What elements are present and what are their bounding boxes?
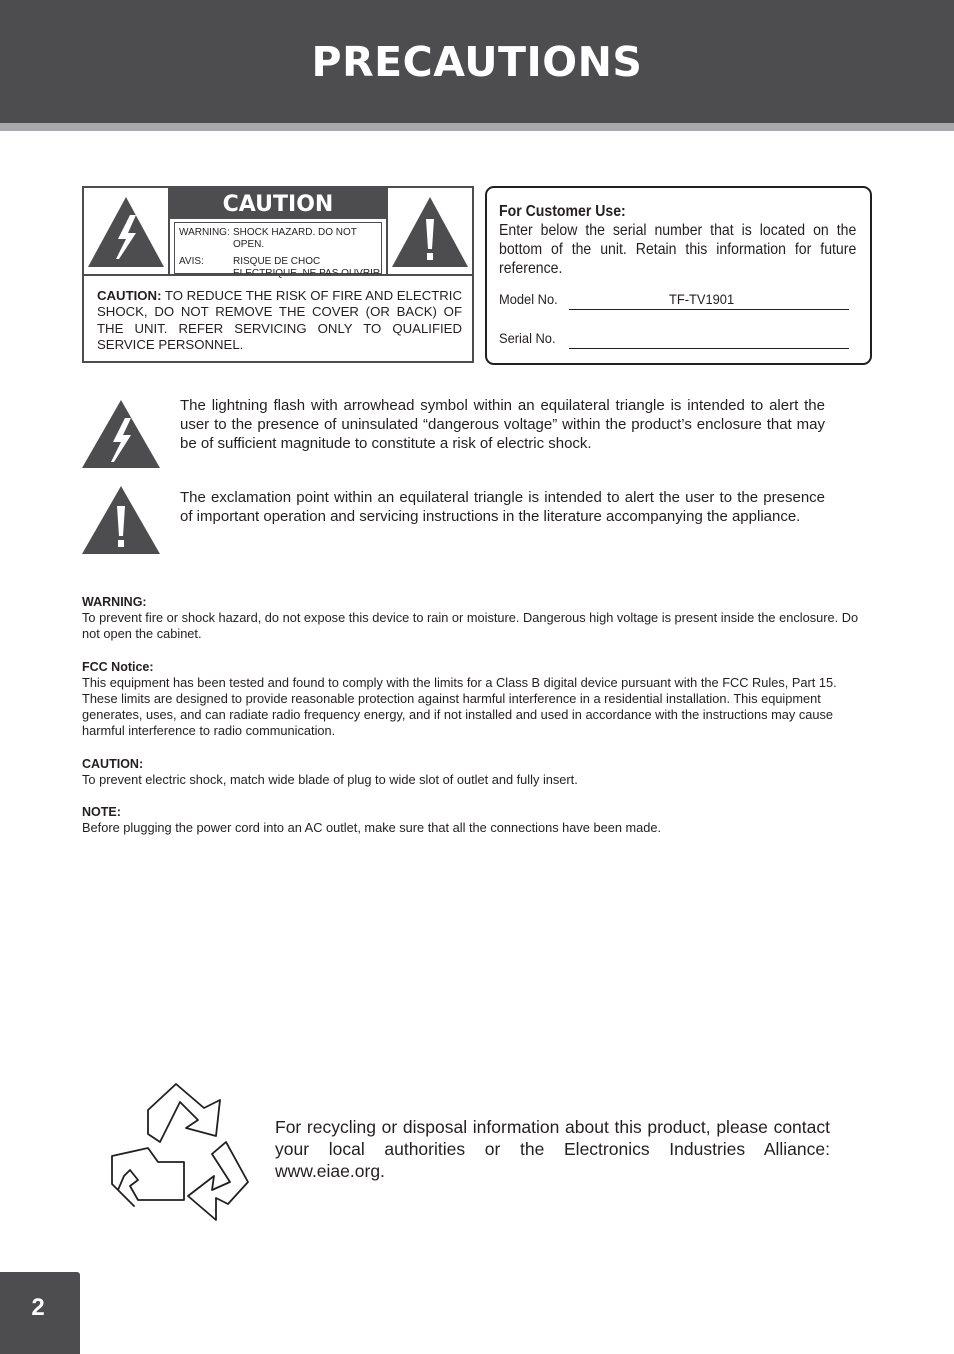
exclamation-symbol-icon [81, 484, 161, 556]
notice-fcc [82, 659, 872, 740]
caution-exclamation-cell [386, 188, 472, 276]
caution-line-value: SHOCK HAZARD. DO NOT OPEN. [233, 227, 357, 250]
notice-warning [82, 594, 872, 643]
lightning-warning-icon [86, 193, 166, 271]
notice-caution [82, 756, 872, 788]
notice-body: To prevent electric shock, match wide blade of plug to wide slot of outlet and fully insert. [82, 771, 578, 787]
notice-body: This equipment has been tested and found to comply with the limits for a Class B digital device pursuant with the FCC Rules, Part 15. These limits are designed to provide reasonable protection against harmful interference in a residential installation. This equipment generates, uses, and can radiate radio frequency energy, and if not installed and used in accordance with the instructions may cause harmful interference to radio communication. [82, 674, 837, 739]
caution-line-warning [179, 227, 381, 251]
caution-lightning-cell [84, 188, 170, 276]
customer-use-box [485, 186, 872, 365]
caution-line-key: AVIS: [179, 256, 204, 267]
caution-body [97, 288, 462, 354]
serial-number-line [569, 348, 849, 349]
caution-line-value: RISQUE DE CHOC [233, 256, 321, 267]
caution-body-lead: CAUTION: [97, 288, 162, 303]
notice-body: Before plugging the power cord into an AC outlet, make sure that all the connections have been made. [82, 820, 662, 836]
recycle-icon [108, 1080, 253, 1225]
model-number-value: TF-TV1901 [669, 291, 735, 307]
caution-line-avis [179, 256, 381, 280]
customer-use-title: For Customer Use: [499, 203, 626, 220]
model-number-line [569, 309, 849, 310]
notice-heading: FCC Notice: [82, 659, 154, 674]
caution-body-text: TO REDUCE THE RISK OF FIRE AND ELECTRIC SHOCK, DO NOT REMOVE THE COVER (OR BACK) OF THE UNIT. REFER SERVICING ONLY TO QUALIFIED SERVICE PERSONNEL. [97, 288, 462, 353]
caution-divider [84, 274, 472, 276]
lightning-symbol-icon [81, 398, 161, 470]
caution-line-key: WARNING: [179, 227, 230, 238]
model-number-label: Model No. [499, 291, 558, 307]
notice-heading: CAUTION: [82, 756, 144, 771]
notice-note [82, 804, 872, 836]
serial-number-label: Serial No. [499, 330, 556, 346]
page-title: PRECAUTIONS [311, 38, 643, 86]
exclamation-warning-icon [390, 193, 470, 271]
notice-heading: NOTE: [82, 805, 121, 820]
page-number: 2 [31, 1294, 45, 1321]
caution-lines [174, 222, 382, 274]
lightning-symbol-text: The lightning flash with arrowhead symbol within an equilateral triangle is intended to alert the user to the presence of uninsulated “dangerous voltage” within the product’s enclosure that may be of sufficient magnitude to constitute a risk of electric shock. [180, 397, 825, 452]
recycling-text: For recycling or disposal information about this product, please contact your local authorities or the Electronics Industries Alliance: www.eiae.org. [275, 1117, 830, 1181]
exclamation-symbol-text: The exclamation point within an equilateral triangle is intended to alert the user to the presence of important operation and servicing instructions in the literature accompanying the appliance. [180, 489, 825, 525]
customer-use-text: Enter below the serial number that is located on the bottom of the unit. Retain this information for future reference. [499, 222, 857, 277]
caution-center [170, 188, 386, 276]
caution-heading: CAUTION [170, 188, 386, 219]
header-stripe [0, 123, 954, 131]
caution-label [82, 186, 474, 363]
notices-section [82, 594, 872, 852]
notice-body: To prevent fire or shock hazard, do not expose this device to rain or moisture. Dangerous high voltage is present inside the enclosure. Do not open the cabinet. [82, 610, 859, 642]
notice-heading: WARNING: [82, 595, 147, 609]
